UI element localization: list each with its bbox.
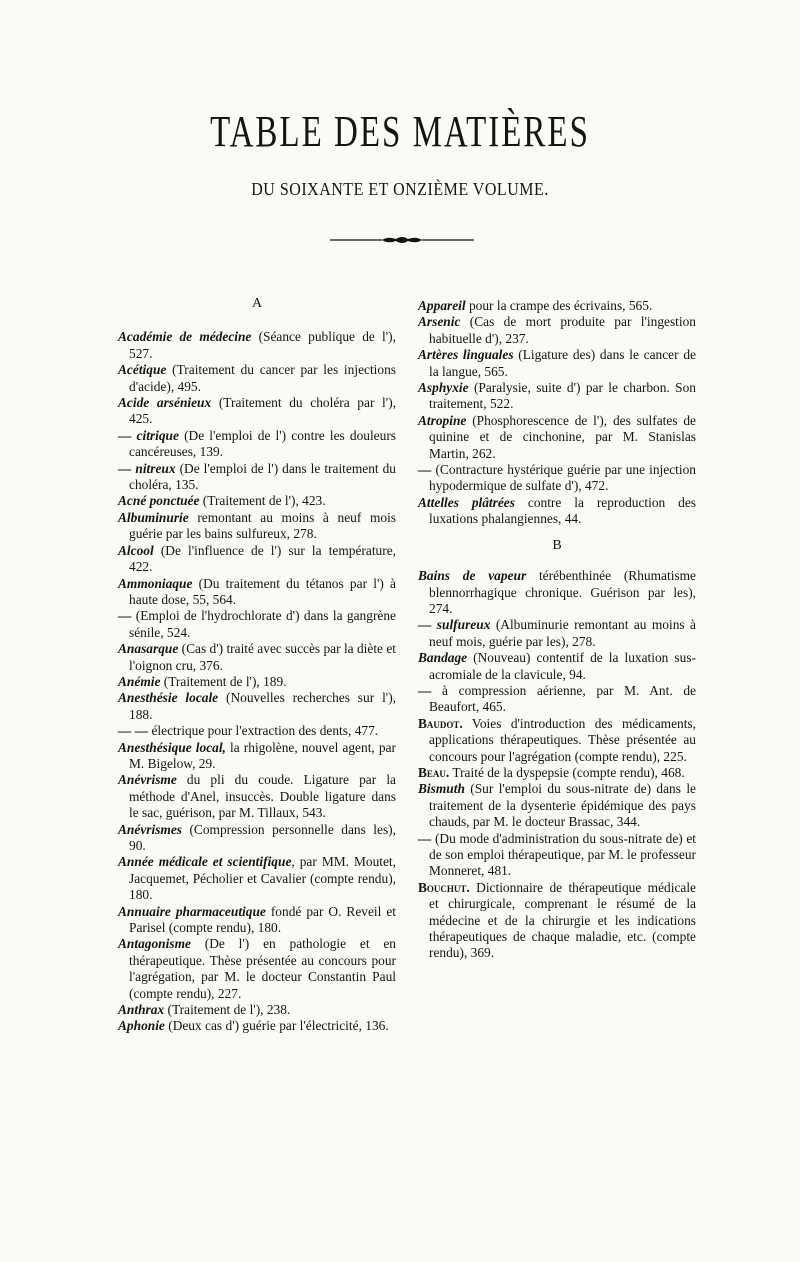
index-entry [118,608,396,641]
index-entry [118,461,396,494]
left-column [118,296,396,1035]
entry-text: (Du mode d'administration du sous-nitrate de) et de son emploi thérapeutique, par M. le professeur Monneret, 481. [429,830,696,879]
entry-text: (De l'emploi de l') dans le traitement du choléra, 135. [129,460,396,493]
entry-head: Appareil [418,298,466,313]
entry-text: (Traitement de l'), 423. [199,493,326,509]
index-entry [118,510,396,543]
entry-text: Voies d'introduction des médicaments, applications thérapeutiques. Thèse présentée au concours pour l'agrégation (compte rendu), 225. [429,715,696,764]
entry-text: du pli du coude. Ligature par la méthode d'Anel, insuccès. Double ligature dans le sac, guérison, par M. Tillaux, 543. [129,772,396,821]
entry-text: Dictionnaire de thérapeutique médicale et chirurgicale, comprenant le résumé de la médecine et de la chirurgie et les indications thérapeutiques de chaque maladie, etc. (compte rendu), 369. [429,879,696,961]
entry-head: Acné ponctuée [118,493,200,509]
entry-head: — [418,462,432,478]
entry-head: Albuminurie [118,509,189,525]
entry-head: Attelles plâtrées [418,494,515,510]
index-entry [418,568,696,617]
entry-text: (Emploi de l'hydrochlorate d') dans la gangrène sénile, 524. [129,608,396,640]
index-entry [418,781,696,830]
entry-head: Année médicale et scientifique [118,854,292,870]
entry-text: (Cas d') traité avec succès par la diète et l'oignon cru, 376. [129,641,396,673]
entry-text: la rhigolène, nouvel agent, par M. Bigelow, 29. [129,739,396,771]
entry-text: (Cas de mort produite par l'ingestion habituelle d'), 237. [429,314,696,346]
index-entry [118,362,396,395]
entry-text: contre la reproduction des luxations phalangiennes, 44. [429,494,696,527]
index-entry [418,495,696,528]
entry-head: — — [118,723,149,739]
index-entry [118,493,396,509]
entry-list [418,568,696,962]
entry-text: (Paralysie, suite d') par le charbon. Son traitement, 522. [429,380,696,412]
index-entry [118,395,396,428]
entry-head: Bismuth [418,781,465,797]
entry-head: Bouchut. [418,879,470,895]
page-title: TABLE DES MATIÈRES [210,108,590,157]
entry-text: térébenthinée (Rhumatisme blennorrhagique chronique. Guérison par les), 274. [429,568,696,616]
entry-text: (Traitement de l'), 238. [164,1002,291,1018]
index-entry [418,617,696,650]
index-entry [418,347,696,380]
entry-head: — nitreux [118,460,176,476]
index-entry [418,462,696,495]
index-entry [118,936,396,1002]
entry-head: Annuaire pharmaceutique [118,903,266,919]
entry-text: (De l'emploi de l') contre les douleurs cancéreuses, 139. [129,427,396,460]
entry-head: Atropine [418,412,467,428]
entry-head: Académie de médecine [118,329,252,345]
index-entry [418,765,696,781]
section-letter-a: A [251,296,263,311]
entry-text: (Du traitement du tétanos par l') à haute dose, 55, 564. [129,575,396,607]
page-subtitle: DU SOIXANTE ET ONZIÈME VOLUME. [251,180,549,200]
index-entry [118,543,396,576]
entry-text: pour la crampe des écrivains, 565. [465,298,653,313]
index-entry [418,683,696,716]
index-entry [418,298,696,314]
index-entry [118,740,396,773]
right-column [418,298,696,962]
index-entry [118,329,396,362]
index-entry [118,772,396,821]
entry-head: Anthrax [118,1002,165,1018]
index-entry [118,822,396,855]
index-entry [418,880,696,962]
index-entry [118,690,396,723]
entry-head: Acétique [118,362,167,378]
entry-text: à compression aérienne, par M. Ant. de Beaufort, 465. [429,682,696,715]
entry-text: (Nouvelles recherches sur l'), 188. [129,690,397,722]
index-entry [418,380,696,413]
index-entry [118,428,396,461]
entry-head: Anesthésique local, [118,739,226,755]
entry-text: (De l') en pathologie et en thérapeutique. Thèse présentée au concours pour l'agrégation, par M. le docteur Constantin Paul (compte rendu), 227. [129,936,396,1001]
entry-text: (Ligature des) dans le cancer de la langue, 565. [429,347,696,379]
index-entry [118,1018,396,1034]
index-entry [118,904,396,937]
entry-text: , par MM. Moutet, Jacquemet, Pécholier et Cavalier (compte rendu), 180. [129,854,396,903]
entry-text: (Sur l'emploi du sous-nitrate de) dans le traitement de la dysenterie épidémique des pays chauds, par M. le docteur Brassac, 344. [429,781,696,830]
entry-text: (Deux cas d') guérie par l'électricité, 136. [164,1018,389,1034]
entry-head: — sulfureux [418,617,491,633]
entry-text: (Nouveau) contentif de la luxation sus-acromiale de la clavicule, 94. [429,650,696,682]
entry-head: — citrique [118,427,179,443]
entry-head: Bandage [418,650,468,666]
section-letter-b: B [552,537,562,553]
entry-head: Alcool [118,542,154,558]
index-entry [418,314,696,347]
entry-head: Bains de vapeur [418,568,527,584]
entry-text: remontant au moins à neuf mois guérie par les bains sulfureux, 278. [129,509,396,542]
entry-head: — [418,830,432,846]
entry-head: — [118,608,132,624]
index-entry [118,641,396,674]
entry-head: Beau. [418,764,450,780]
entry-head: Antagonisme [118,936,191,952]
entry-head: Asphyxie [418,380,469,396]
index-entry [418,716,696,765]
entry-list [118,329,396,1034]
entry-head: Anémie [118,673,161,689]
entry-head: Acide arsénieux [118,395,212,411]
entry-text: (Séance publique de l'), 527. [129,329,396,361]
entry-head: Anesthésie locale [118,690,219,706]
entry-text: (Compression personnelle dans les), 90. [129,821,396,853]
index-entry [418,831,696,880]
index-entry [418,413,696,462]
index-entry [118,723,396,739]
entry-text: (Contracture hystérique guérie par une injection hypodermique de sulfate d'), 472. [429,462,696,494]
index-entry [418,650,696,683]
entry-head: Anévrismes [118,821,182,837]
entry-text: (Traitement du choléra par l'), 425. [129,395,396,427]
entry-head: — [418,682,432,698]
entry-head: Baudot. [418,715,463,731]
entry-head: Anasarque [118,641,179,657]
index-entry [118,576,396,609]
entry-text: (Traitement du cancer par les injections d'acide), 495. [129,362,396,394]
entry-text: Traité de la dyspepsie (compte rendu), 468. [449,764,685,780]
index-entry [118,854,396,903]
entry-list [418,298,696,528]
entry-text: (De l'influence de l') sur la température, 422. [129,542,396,575]
entry-head: Aphonie [118,1018,165,1034]
entry-text: (Phosphorescence de l'), des sulfates de quinine et de cinchonine, par M. Stanislas Martin, 262. [429,412,696,461]
entry-head: Arsenic [418,314,461,330]
entry-head: Anévrisme [118,772,177,788]
index-entry [118,1002,396,1018]
entry-text: (Albuminurie remontant au moins à neuf mois, guérie par les), 278. [429,617,696,649]
index-entry [118,674,396,690]
entry-text: électrique pour l'extraction des dents, 477. [148,723,379,739]
entry-head: Artères linguales [418,347,514,363]
ornament-divider [330,233,474,247]
entry-text: (Traitement de l'), 189. [160,673,287,689]
entry-text: fondé par O. Reveil et Parisel (compte rendu), 180. [129,903,396,936]
entry-head: Ammoniaque [118,575,193,591]
